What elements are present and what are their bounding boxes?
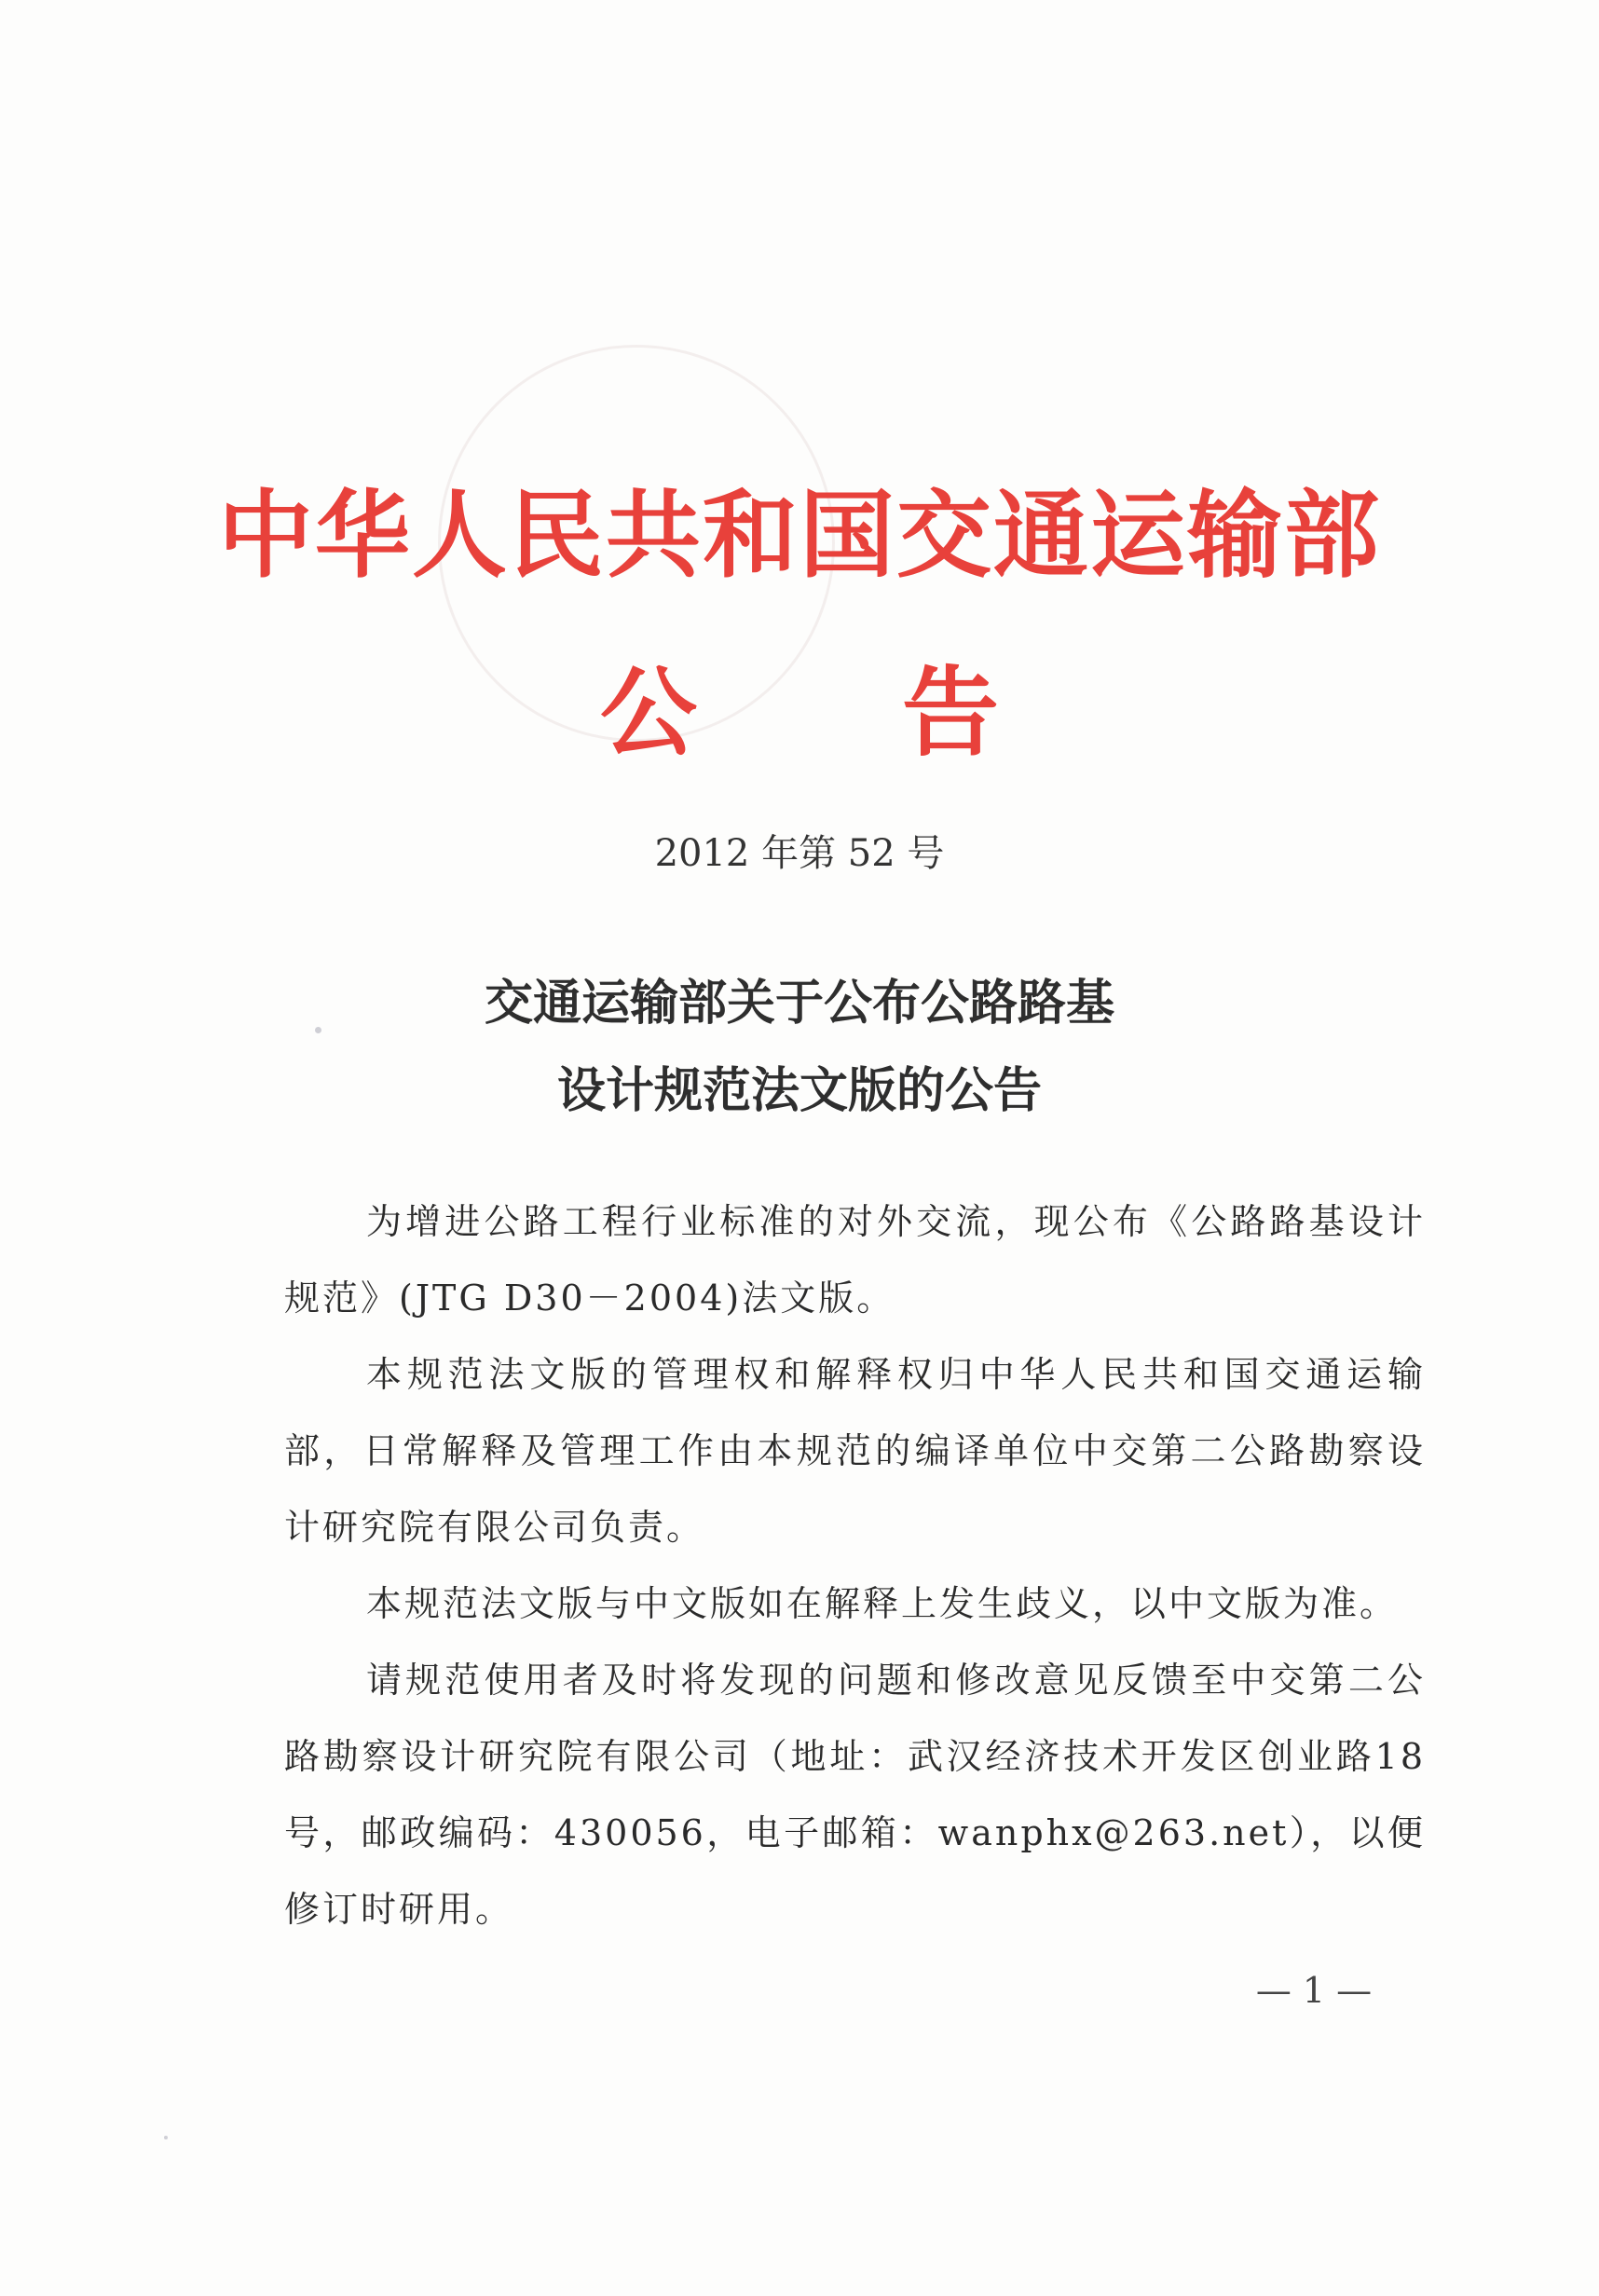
document-type-heading: 公告 [599, 655, 1204, 770]
body-paragraph-2: 本规范法文版的管理权和解释权归中华人民共和国交通运输部，日常解释及管理工作由本规范的编译单位中交第二公路勘察设计研究院有限公司负责。 [284, 1354, 1426, 1548]
issuing-agency-title: 中华人民共和国交通运输部 [218, 480, 1381, 592]
notice-title-line-1: 交通运输部关于公布公路路基 [484, 975, 1114, 1032]
notice-title-line-2: 设计规范法文版的公告 [556, 1062, 1042, 1119]
body-paragraph-1: 为增进公路工程行业标准的对外交流，现公布《公路路基设计规范》(JTG D30－2004)法文版。 [284, 1201, 1426, 1319]
page-number: — 1 — [1255, 1970, 1373, 2011]
notice-title [0, 960, 1599, 1135]
body-paragraph-4: 请规范使用者及时将发现的问题和修改意见反馈至中交第二公路勘察设计研究院有限公司（地址：武汉经济技术开发区创业路18号，邮政编码：430056，电子邮箱：wanphx@263.net），以便修订时研用。 [284, 1660, 1426, 1930]
notice-body [284, 1183, 1426, 1948]
scan-speck [164, 2136, 168, 2139]
body-paragraph-3: 本规范法文版与中文版如在解释上发生歧义，以中文版为准。 [366, 1583, 1399, 1624]
document-number: 2012 年第 52 号 [654, 832, 945, 875]
